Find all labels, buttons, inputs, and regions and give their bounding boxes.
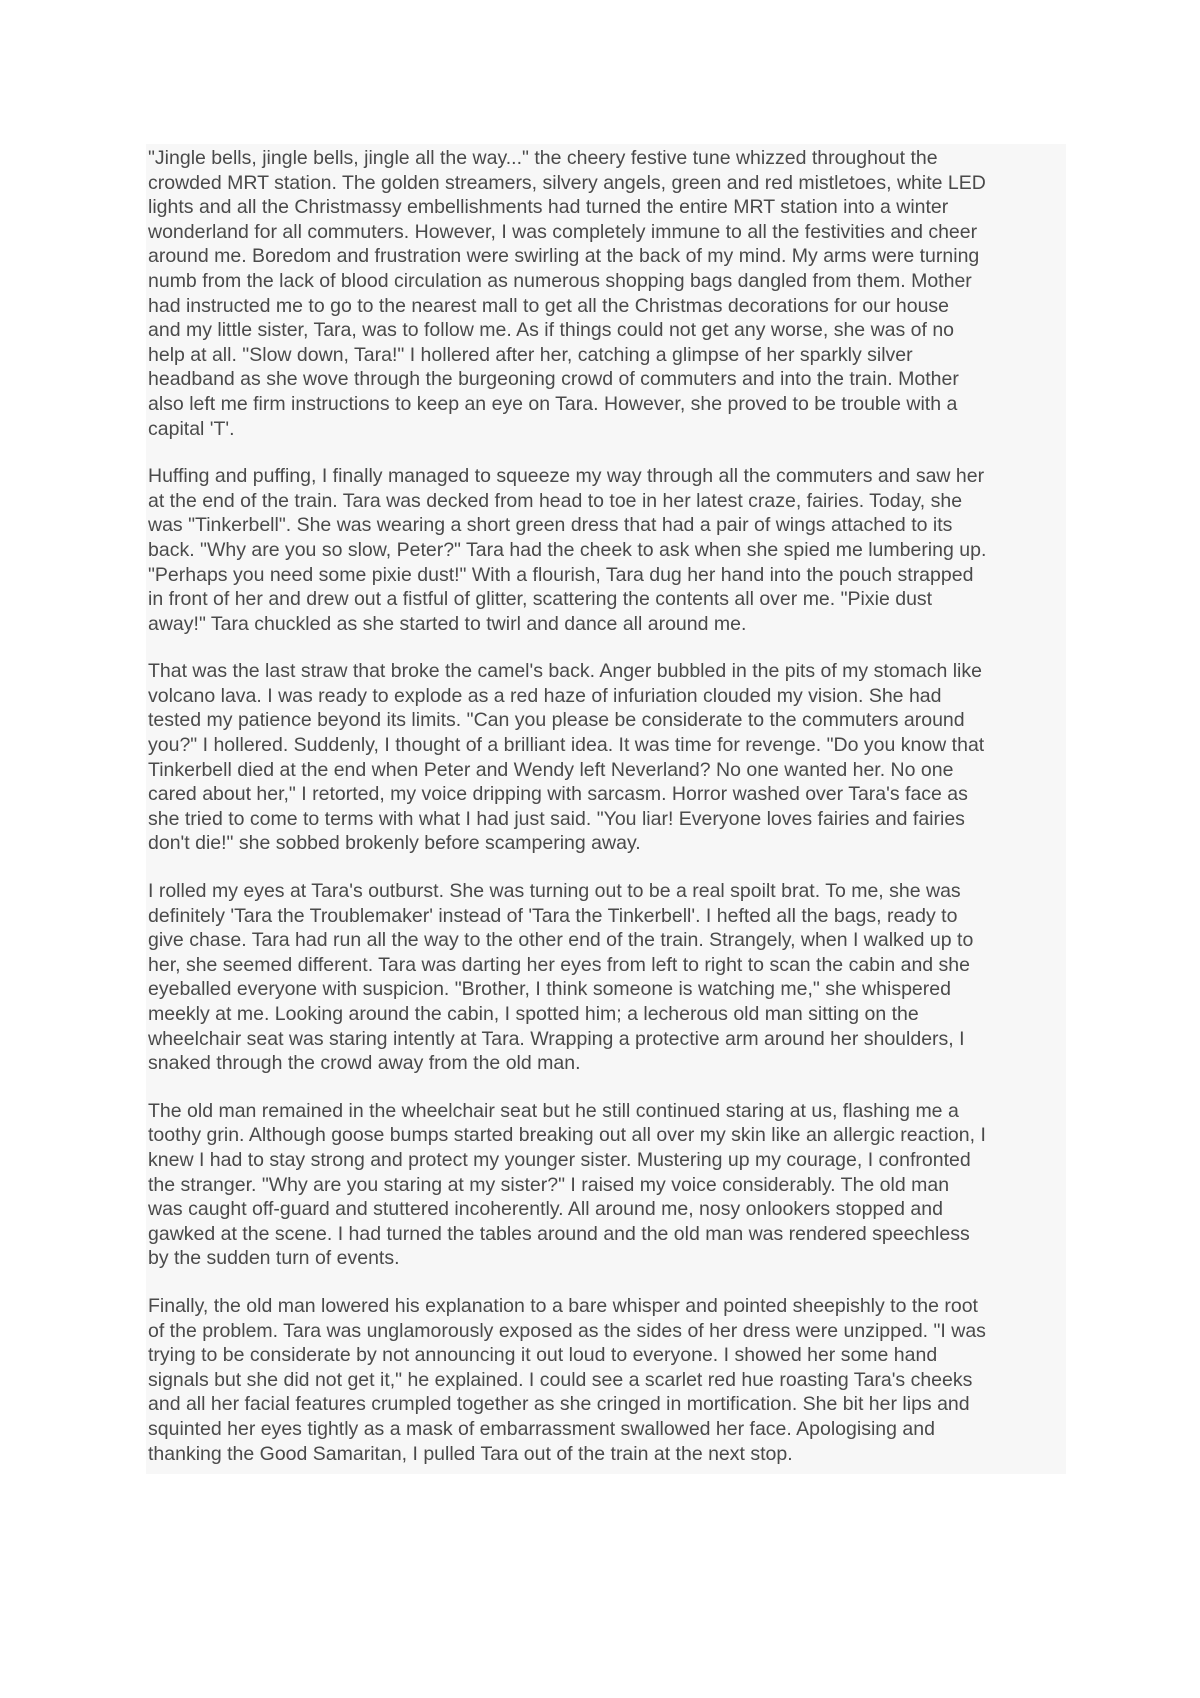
text-line: help at all. "Slow down, Tara!" I hollered after her, catching a glimpse of her sparkly silver bbox=[148, 343, 913, 366]
text-line: at the end of the train. Tara was decked from head to toe in her latest craze, fairies. Today, she bbox=[148, 489, 963, 512]
text-line: wonderland for all commuters. However, I was completely immune to all the festivities and cheer bbox=[148, 220, 978, 243]
text-line: eyeballed everyone with suspicion. "Brother, I think someone is watching me," she whispered bbox=[148, 978, 951, 1001]
text-line: and all her facial features crumpled together as she cringed in mortification. She bit her lips and bbox=[148, 1393, 970, 1416]
paragraph bbox=[146, 1099, 1066, 1271]
text-line: wheelchair seat was staring intently at Tara. Wrapping a protective arm around her shoulders, I bbox=[148, 1027, 965, 1050]
text-line: also left me firm instructions to keep an eye on Tara. However, she proved to be trouble with a bbox=[148, 392, 958, 415]
text-line: Tinkerbell died at the end when Peter and Wendy left Neverland? No one wanted her. No one bbox=[148, 758, 954, 781]
text-line: capital 'T'. bbox=[148, 417, 235, 440]
text-line: of the problem. Tara was unglamorously exposed as the sides of her dress were unzipped. "I was bbox=[148, 1319, 986, 1342]
text-line: knew I had to stay strong and protect my younger sister. Mustering up my courage, I confronted bbox=[148, 1148, 971, 1171]
paragraph bbox=[146, 659, 1066, 856]
text-line: signals but she did not get it," he explained. I could see a scarlet red hue roasting Tara's cheeks bbox=[148, 1368, 973, 1391]
text-line: headband as she wove through the burgeoning crowd of commuters and into the train. Mother bbox=[148, 368, 959, 391]
text-line: crowded MRT station. The golden streamers, silvery angels, green and red mistletoes, white LED bbox=[148, 171, 986, 194]
text-line: away!" Tara chuckled as she started to twirl and dance all around me. bbox=[148, 612, 747, 635]
text-line: don't die!" she sobbed brokenly before scampering away. bbox=[148, 832, 641, 855]
paragraph bbox=[146, 464, 1066, 636]
paragraph bbox=[146, 879, 1066, 1076]
text-line: around me. Boredom and frustration were swirling at the back of my mind. My arms were turning bbox=[148, 245, 980, 268]
text-line: "Perhaps you need some pixie dust!" With a flourish, Tara dug her hand into the pouch strapped bbox=[148, 563, 974, 586]
text-line: The old man remained in the wheelchair seat but he still continued staring at us, flashing me a bbox=[148, 1099, 959, 1122]
text-line: tested my patience beyond its limits. "Can you please be considerate to the commuters around bbox=[148, 709, 965, 732]
text-line: was "Tinkerbell". She was wearing a short green dress that had a pair of wings attached to its bbox=[148, 514, 953, 537]
text-line: was caught off-guard and stuttered incoherently. All around me, nosy onlookers stopped and bbox=[148, 1198, 943, 1221]
text-line: the stranger. "Why are you staring at my sister?" I raised my voice considerably. The old man bbox=[148, 1173, 950, 1196]
text-line: trying to be considerate by not announcing it out loud to everyone. I showed her some hand bbox=[148, 1344, 938, 1367]
text-line: lights and all the Christmassy embellishments had turned the entire MRT station into a winter bbox=[148, 196, 949, 219]
text-line: in front of her and drew out a fistful of glitter, scattering the contents all over me. "Pixie dust bbox=[148, 588, 933, 611]
text-line: her, she seemed different. Tara was darting her eyes from left to right to scan the cabin and she bbox=[148, 953, 970, 976]
text-line: thanking the Good Samaritan, I pulled Tara out of the train at the next stop. bbox=[148, 1442, 793, 1465]
text-line: toothy grin. Although goose bumps started breaking out all over my skin like an allergic reaction, I bbox=[148, 1124, 986, 1147]
text-line: Huffing and puffing, I finally managed to squeeze my way through all the commuters and saw her bbox=[148, 465, 985, 488]
text-line: "Jingle bells, jingle bells, jingle all the way..." the cheery festive tune whizzed throughout the bbox=[148, 147, 938, 169]
text-line: definitely 'Tara the Troublemaker' instead of 'Tara the Tinkerbell'. I hefted all the bags, ready to bbox=[148, 904, 958, 927]
text-line: had instructed me to go to the nearest mall to get all the Christmas decorations for our house bbox=[148, 294, 950, 317]
text-line: Finally, the old man lowered his explanation to a bare whisper and pointed sheepishly to the root bbox=[148, 1294, 978, 1317]
text-line: snaked through the crowd away from the old man. bbox=[148, 1052, 581, 1075]
story-text-block bbox=[146, 144, 1066, 1474]
text-line: I rolled my eyes at Tara's outburst. She was turning out to be a real spoilt brat. To me, she was bbox=[148, 880, 961, 903]
text-line: back. "Why are you so slow, Peter?" Tara had the cheek to ask when she spied me lumbering up. bbox=[148, 538, 987, 561]
text-line: numb from the lack of blood circulation as numerous shopping bags dangled from them. Mother bbox=[148, 269, 972, 292]
text-line: by the sudden turn of events. bbox=[148, 1247, 400, 1270]
text-line: volcano lava. I was ready to explode as a red haze of infuriation clouded my vision. She had bbox=[148, 684, 942, 707]
text-line: you?" I hollered. Suddenly, I thought of a brilliant idea. It was time for revenge. "Do you know that bbox=[148, 734, 985, 757]
text-line: cared about her," I retorted, my voice dripping with sarcasm. Horror washed over Tara's face as bbox=[148, 783, 968, 806]
text-line: That was the last straw that broke the camel's back. Anger bubbled in the pits of my stomach like bbox=[148, 660, 982, 683]
paragraph bbox=[146, 146, 1066, 441]
paragraph bbox=[146, 1294, 1066, 1466]
text-line: gawked at the scene. I had turned the tables around and the old man was rendered speechless bbox=[148, 1222, 970, 1245]
text-line: give chase. Tara had run all the way to the other end of the train. Strangely, when I walked up to bbox=[148, 929, 974, 952]
text-line: she tried to come to terms with what I had just said. "You liar! Everyone loves fairies and fairies bbox=[148, 807, 965, 830]
text-line: and my little sister, Tara, was to follow me. As if things could not get any worse, she was of no bbox=[148, 319, 955, 342]
text-line: squinted her eyes tightly as a mask of embarrassment swallowed her face. Apologising and bbox=[148, 1417, 935, 1440]
text-line: meekly at me. Looking around the cabin, I spotted him; a lecherous old man sitting on the bbox=[148, 1003, 919, 1025]
